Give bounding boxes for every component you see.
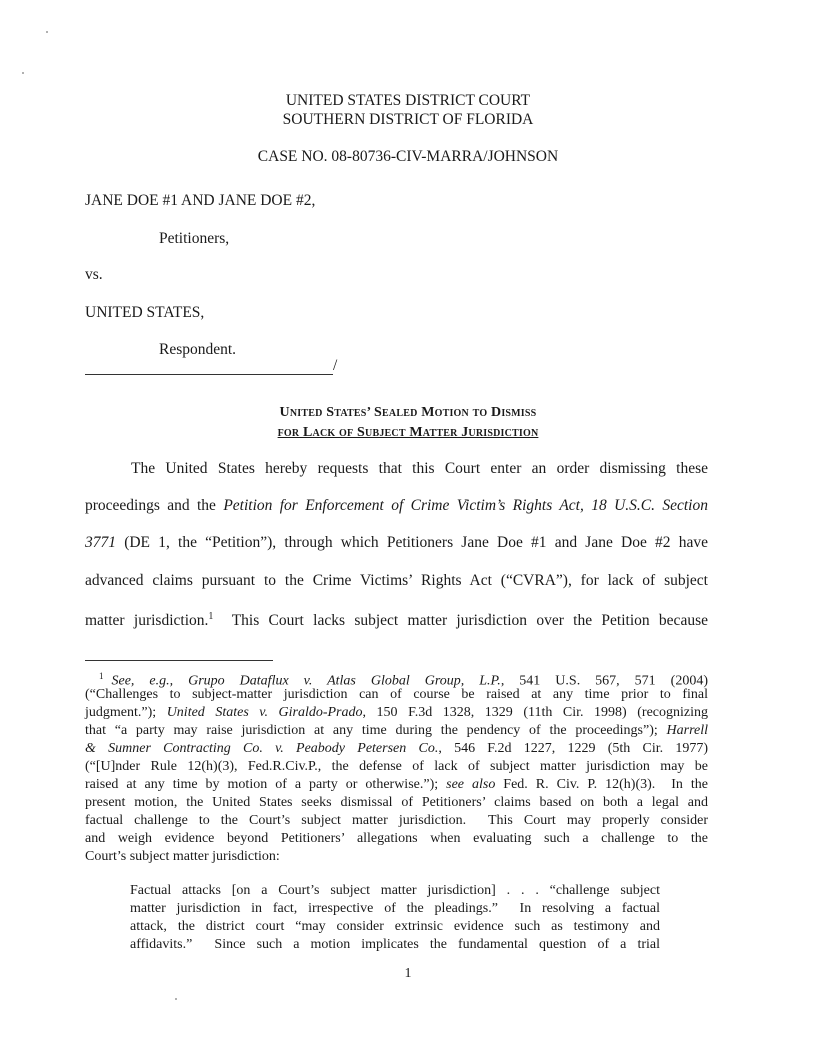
footnote-line: & Sumner Contracting Co. v. Peabody Petersen Co., 546 F.2d 1227, 1229 (5th Cir. 1977) <box>85 741 709 756</box>
footnote-line: that “a party may raise jurisdiction at any time during the pendency of the proceedings”); Harrell <box>85 723 708 738</box>
scan-speck <box>46 31 48 33</box>
body-line: advanced claims pursuant to the Crime Victims’ Rights Act (“CVRA”), for lack of subject <box>85 572 708 589</box>
block-quote-line: affidavits.” Since such a motion implicates the fundamental question of a trial <box>130 937 660 952</box>
respondent-name: UNITED STATES, <box>85 304 205 321</box>
court-district: SOUTHERN DISTRICT OF FLORIDA <box>282 111 534 128</box>
body-line: 3771 (DE 1, the “Petition”), through which Petitioners Jane Doe #1 and Jane Doe #2 have <box>85 534 708 551</box>
footnote-line: factual challenge to the Court’s subject matter jurisdiction. This Court may properly consider <box>85 813 708 828</box>
block-quote-line: Factual attacks [on a Court’s subject matter jurisdiction] . . . “challenge subject <box>130 883 660 898</box>
footnote-line: Court’s subject matter jurisdiction: <box>85 849 280 864</box>
respondent-role: Respondent. <box>159 341 237 358</box>
body-line: matter jurisdiction.$^1$ This Court lacks subject matter jurisdiction over the Petition because <box>85 611 708 630</box>
motion-title-line2: for Lack of Subject Matter Jurisdiction <box>277 425 539 440</box>
footnote-line: and weigh evidence beyond Petitioners’ allegations when evaluating such a challenge to the <box>85 831 708 846</box>
petition-title: Petition for Enforcement of Crime Victim’s Rights Act, 18 U.S.C. Section <box>223 497 708 514</box>
block-quote-line: attack, the district court “may consider extrinsic evidence such as testimony and <box>130 919 660 934</box>
caption-rule <box>85 374 333 375</box>
footnote-line: judgment.”); United States v. Giraldo-Prado, 150 F.3d 1328, 1329 (11th Cir. 1998) (recognizing <box>85 705 708 720</box>
footnote-line: raised at any time by motion of a party or otherwise.”); see also Fed. R. Civ. P. 12(h)(3). In the <box>85 777 709 792</box>
court-name: UNITED STATES DISTRICT COURT <box>285 92 531 109</box>
motion-title-line1: United States’ Sealed Motion to Dismiss <box>279 405 537 420</box>
body-line: The United States hereby requests that this Court enter an order dismissing these <box>131 460 708 477</box>
scan-speck <box>175 998 177 1000</box>
caption-slash: / <box>333 357 338 374</box>
footnote-line: present motion, the United States seeks dismissal of Petitioners’ claims based on both a legal and <box>85 795 708 810</box>
body-line: proceedings and the Petition for Enforcement of Crime Victim’s Rights Act, 18 U.S.C. Section <box>85 497 708 514</box>
case-number: CASE NO. 08-80736-CIV-MARRA/JOHNSON <box>257 148 559 165</box>
footnote-line: (“[U]nder Rule 12(h)(3), Fed.R.Civ.P., the defense of lack of subject matter jurisdiction may be <box>85 759 708 774</box>
footnote-reference: 1 <box>208 611 214 622</box>
footnote-line: (“Challenges to subject-matter jurisdiction can of course be raised at any time prior to final <box>85 687 708 702</box>
motion-title-line2-wrap <box>0 423 816 441</box>
footnote-marker: 1 <box>99 671 104 681</box>
footnote-line: $^1$ See, e.g., Grupo Dataflux v. Atlas Global Group, L.P., 541 U.S. 567, 571 (2004) <box>99 671 708 689</box>
petitioners-role: Petitioners, <box>159 230 230 247</box>
scan-speck <box>22 72 24 74</box>
footnote-separator <box>85 660 273 661</box>
page-number: 1 <box>404 966 412 981</box>
versus: vs. <box>85 266 103 283</box>
block-quote-line: matter jurisdiction in fact, irrespective of the pleadings.” In resolving a factual <box>130 901 660 916</box>
petitioners-names: JANE DOE #1 AND JANE DOE #2, <box>85 192 316 209</box>
